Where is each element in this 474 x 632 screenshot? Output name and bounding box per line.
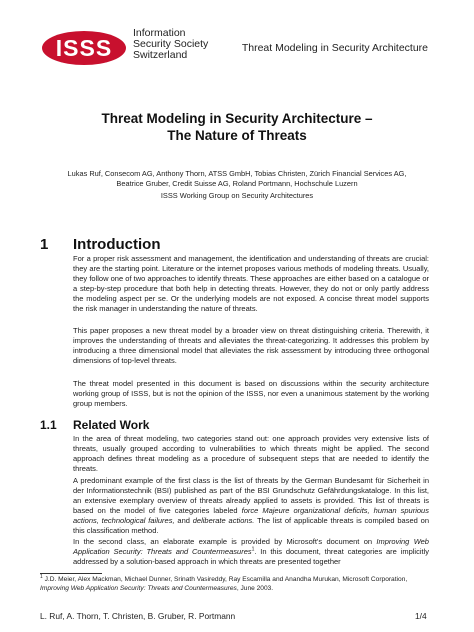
- rw2-text-c: The list of applicable threats is compiled based on this classification method.: [73, 516, 429, 536]
- working-group: ISSS Working Group on Security Architectures: [160, 191, 314, 200]
- rw2-text-b: and: [174, 516, 193, 526]
- paper-title-line-2: The Nature of Threats: [167, 128, 307, 143]
- org-line-1: Information: [133, 27, 186, 39]
- page-number: 1/4: [415, 611, 427, 621]
- org-name: [133, 28, 208, 61]
- intro-paragraph-1: For a proper risk assessment and management, the identification and understanding of threats are crucial: they are the starting point. Literature or the internet proposes various methods of modeling threats. Usually, they follow one of two approaches to identify threats. These approaches are either based on a catalogue or a step-by-step procedure that both help in detecting threats. However, they do not or only partly address the modeling aspect per se. Or the underlying models are not exposed. A concise threat model supports the risk manager in understanding the nature of threats.: [73, 254, 429, 314]
- footnote: [40, 573, 435, 594]
- running-title: Threat Modeling in Security Architecture: [241, 42, 428, 54]
- paper-title-line-1: Threat Modeling in Security Architecture –: [101, 111, 373, 126]
- footnote-mark: 1: [40, 573, 43, 580]
- footnote-text-b: , June 2003.: [236, 584, 274, 592]
- section-number: 1: [40, 236, 49, 253]
- authors-line-1: Lukas Ruf, Consecom AG, Anthony Thorn, ATSS GmbH, Tobias Christen, Zürich Financial Services AG,: [67, 169, 407, 178]
- rw2-emphasis-2: deliberate actions.: [192, 516, 255, 526]
- rw3-text-b: . In this document, threat categories are implicitly addressed by a solution-based approach in which threats are presented together: [73, 547, 429, 567]
- footnote-ref[interactable]: 1: [251, 546, 255, 553]
- authors-line-2: Beatrice Gruber, Credit Suisse AG, Roland Portmann, Hochschule Luzern: [116, 179, 358, 188]
- org-line-3: Switzerland: [133, 49, 188, 61]
- rw2-text-a: A predominant example of the first class is the list of threats by the German Bundesamt für Sicherheit in der Informationstechnik (BSI) published as part of the BSI Grundschutz Gefährdungskataloge. In this list, an extensive exemplary overview of threats already applied to assets is provided. This list of threats is based on the model of five categories labeled: [73, 476, 429, 516]
- footnote-text-a: J.D. Meier, Alex Mackman, Michael Dunner, Srinath Vasireddy, Ray Escamilla and Anandha Murukan, Microsoft Corporation,: [42, 576, 408, 583]
- section-title: Introduction: [73, 236, 161, 253]
- intro-paragraph-3: The threat model presented in this document is based on discussions within the security architecture working group of ISSS, but is not the opinion of the ISSS, nor even a unanimous statement by the working group members.: [73, 379, 429, 409]
- subsection-title: Related Work: [73, 418, 150, 432]
- related-work-paragraph-3: [73, 537, 429, 567]
- rw3-text-a: In the second class, an elaborate example is provided by Microsoft's document on: [73, 537, 377, 546]
- org-line-2: Security Society: [133, 38, 209, 50]
- related-work-paragraph-1: In the area of threat modeling, two categories stand out: one approach provides very extensive lists of threats, usually grouped according to vulnerabilities to which threats might be applied. The second approach defines threat modeling as a procedure of subsequent steps that are needed to identify the threats.: [73, 434, 429, 474]
- intro-paragraph-2: This paper proposes a new threat model by a broader view on threat distinguishing criteria. Therewith, it improves the understanding of threats and alleviates the threat-categorizing. It addresses this problem by introducing a three dimensional model that alleviates the risk assessment by introducing three orthogonal dimensions of top-level threats.: [73, 326, 429, 366]
- footnote-title: Improving Web Application Security: Threats and Countermeasures: [40, 584, 237, 592]
- footnote-rule: [40, 573, 102, 574]
- rw2-emphasis-1: force Majeure organizational deficits, human spurious actions, technological failures,: [73, 506, 429, 526]
- subsection-number: 1.1: [40, 418, 57, 432]
- footer-authors: L. Ruf, A. Thorn, T. Christen, B. Gruber, R. Portmann: [40, 611, 236, 621]
- rw3-emphasis: Improving Web Application Security: Threats and Countermeasures: [73, 537, 429, 557]
- logo-text: ISSS: [55, 35, 113, 61]
- related-work-paragraph-2: [73, 476, 429, 537]
